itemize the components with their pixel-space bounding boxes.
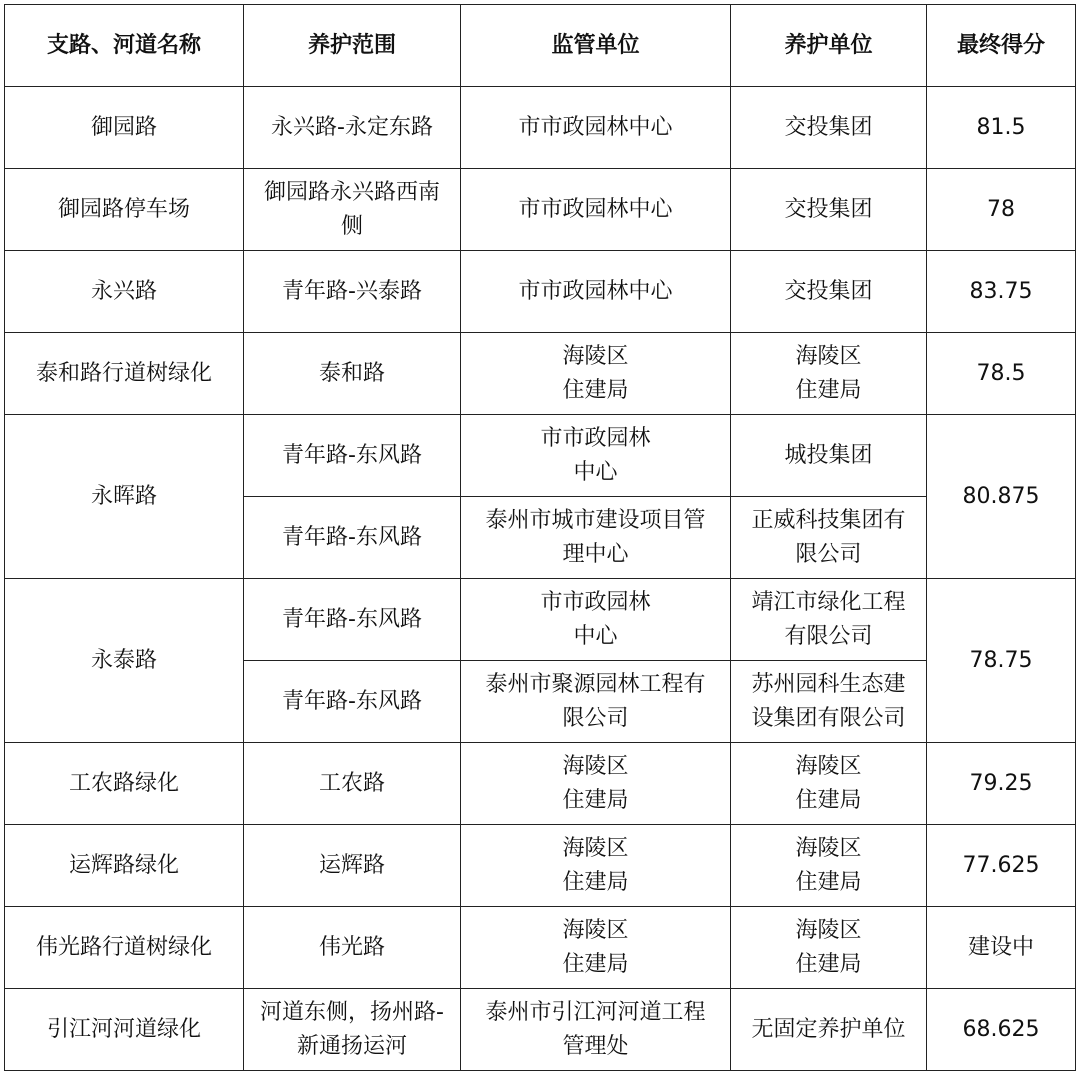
maintenance-score-table: [4, 4, 1076, 1071]
road-name-cell: 永兴路: [5, 251, 244, 333]
supervisor-cell-line: 泰州市引江河河道工程: [485, 999, 706, 1025]
supervisor-cell-line: 理中心: [562, 541, 629, 567]
score-cell: 68.625: [927, 989, 1076, 1071]
scope-cell: [244, 333, 461, 415]
supervisor-cell-line: 住建局: [562, 377, 629, 403]
supervisor-cell: [461, 333, 731, 415]
supervisor-cell-line: 住建局: [562, 869, 629, 895]
maintainer-cell-line: 正威科技集团有: [751, 507, 906, 533]
maintainer-cell: [731, 661, 927, 743]
scope-cell: [244, 251, 461, 333]
maintainer-cell-line: 交投集团: [784, 114, 873, 140]
maintainer-cell-line: 有限公司: [784, 623, 873, 649]
supervisor-cell: [461, 661, 731, 743]
table-row: [5, 743, 1076, 825]
table-row: [5, 579, 1076, 661]
supervisor-cell-line: 住建局: [562, 787, 629, 813]
score-cell: 78.75: [927, 579, 1076, 743]
maintainer-cell: [731, 743, 927, 825]
supervisor-cell-line: 市市政园林中心: [518, 196, 673, 222]
supervisor-cell-line: 住建局: [562, 951, 629, 977]
maintainer-cell-line: 苏州园科生态建: [751, 671, 906, 697]
maintainer-cell-line: 城投集团: [784, 442, 873, 468]
scope-cell-line: 青年路-东风路: [282, 524, 422, 550]
header-supervisor: 监管单位: [461, 5, 731, 87]
table-row: [5, 169, 1076, 251]
scope-cell-line: 工农路: [318, 770, 385, 796]
scope-cell: [244, 825, 461, 907]
scope-cell-line: 侧: [340, 213, 363, 239]
supervisor-cell: [461, 743, 731, 825]
header-scope: 养护范围: [244, 5, 461, 87]
scope-cell-line: 青年路-东风路: [282, 606, 422, 632]
score-cell: 81.5: [927, 87, 1076, 169]
supervisor-cell: [461, 579, 731, 661]
scope-cell-line: 伟光路: [318, 934, 385, 960]
score-cell: 83.75: [927, 251, 1076, 333]
header-row: [5, 5, 1076, 87]
maintainer-cell-line: 无固定养护单位: [751, 1016, 906, 1042]
scope-cell: [244, 661, 461, 743]
scope-cell: [244, 497, 461, 579]
supervisor-cell: [461, 497, 731, 579]
road-name-cell: 御园路停车场: [5, 169, 244, 251]
maintainer-cell-line: 海陵区: [795, 343, 862, 369]
scope-cell: [244, 579, 461, 661]
maintainer-cell: [731, 497, 927, 579]
scope-cell-line: 运辉路: [318, 852, 385, 878]
supervisor-cell: [461, 825, 731, 907]
table-row: [5, 87, 1076, 169]
supervisor-cell: [461, 989, 731, 1071]
supervisor-cell-line: 管理处: [562, 1033, 629, 1059]
supervisor-cell-line: 市市政园林中心: [518, 114, 673, 140]
scope-cell-line: 青年路-东风路: [282, 688, 422, 714]
road-name-cell: 引江河河道绿化: [5, 989, 244, 1071]
score-cell: 建设中: [927, 907, 1076, 989]
scope-cell-line: 泰和路: [318, 360, 385, 386]
maintainer-cell-line: 住建局: [795, 377, 862, 403]
supervisor-cell-line: 泰州市城市建设项目管: [485, 507, 706, 533]
maintainer-cell-line: 交投集团: [784, 278, 873, 304]
scope-cell-line: 青年路-兴泰路: [282, 278, 422, 304]
road-name-cell: 永晖路: [5, 415, 244, 579]
supervisor-cell-line: 中心: [573, 459, 618, 485]
score-cell: 80.875: [927, 415, 1076, 579]
supervisor-cell-line: 市市政园林: [540, 589, 651, 615]
supervisor-cell-line: 市市政园林: [540, 425, 651, 451]
road-name-cell: 永泰路: [5, 579, 244, 743]
supervisor-cell: [461, 251, 731, 333]
score-cell: 79.25: [927, 743, 1076, 825]
supervisor-cell-line: 市市政园林中心: [518, 278, 673, 304]
header-maintainer: 养护单位: [731, 5, 927, 87]
maintainer-cell: [731, 907, 927, 989]
road-name-cell: 御园路: [5, 87, 244, 169]
table-row: [5, 825, 1076, 907]
table-row: [5, 989, 1076, 1071]
table-row: [5, 333, 1076, 415]
scope-cell-line: 御园路永兴路西南: [263, 179, 440, 205]
scope-cell: [244, 743, 461, 825]
table-row: [5, 251, 1076, 333]
maintainer-cell-line: 海陵区: [795, 917, 862, 943]
maintainer-cell: [731, 87, 927, 169]
maintainer-cell: [731, 333, 927, 415]
maintainer-cell-line: 海陵区: [795, 835, 862, 861]
maintainer-cell-line: 海陵区: [795, 753, 862, 779]
scope-cell-line: 青年路-东风路: [282, 442, 422, 468]
maintainer-cell-line: 限公司: [795, 541, 862, 567]
table-row: [5, 907, 1076, 989]
scope-cell: [244, 87, 461, 169]
scope-cell-line: 新通扬运河: [296, 1033, 407, 1059]
road-name-cell: 运辉路绿化: [5, 825, 244, 907]
scope-cell: [244, 415, 461, 497]
maintainer-cell: [731, 579, 927, 661]
supervisor-cell-line: 海陵区: [562, 835, 629, 861]
maintainer-cell-line: 住建局: [795, 869, 862, 895]
maintainer-cell-line: 住建局: [795, 787, 862, 813]
maintainer-cell: [731, 415, 927, 497]
maintainer-cell-line: 靖江市绿化工程: [751, 589, 906, 615]
table-header: [5, 5, 1076, 87]
supervisor-cell: [461, 87, 731, 169]
road-name-cell: 泰和路行道树绿化: [5, 333, 244, 415]
scope-cell: [244, 989, 461, 1071]
header-road-name: 支路、河道名称: [5, 5, 244, 87]
scope-cell-line: 永兴路-永定东路: [271, 114, 433, 140]
supervisor-cell: [461, 169, 731, 251]
score-cell: 78.5: [927, 333, 1076, 415]
supervisor-cell-line: 泰州市聚源园林工程有: [485, 671, 706, 697]
table-body: [5, 87, 1076, 1071]
maintainer-cell: [731, 989, 927, 1071]
maintainer-cell: [731, 825, 927, 907]
scope-cell: [244, 907, 461, 989]
supervisor-cell: [461, 907, 731, 989]
maintainer-cell-line: 交投集团: [784, 196, 873, 222]
maintainer-cell-line: 住建局: [795, 951, 862, 977]
supervisor-cell-line: 海陵区: [562, 343, 629, 369]
supervisor-cell-line: 海陵区: [562, 753, 629, 779]
score-cell: 78: [927, 169, 1076, 251]
scope-cell-line: 河道东侧，扬州路-: [260, 999, 444, 1025]
road-name-cell: 工农路绿化: [5, 743, 244, 825]
supervisor-cell-line: 限公司: [562, 705, 629, 731]
maintainer-cell: [731, 169, 927, 251]
maintainer-cell: [731, 251, 927, 333]
road-name-cell: 伟光路行道树绿化: [5, 907, 244, 989]
header-score: 最终得分: [927, 5, 1076, 87]
supervisor-cell-line: 中心: [573, 623, 618, 649]
maintainer-cell-line: 设集团有限公司: [751, 705, 906, 731]
score-cell: 77.625: [927, 825, 1076, 907]
table-row: [5, 415, 1076, 497]
supervisor-cell: [461, 415, 731, 497]
supervisor-cell-line: 海陵区: [562, 917, 629, 943]
scope-cell: [244, 169, 461, 251]
